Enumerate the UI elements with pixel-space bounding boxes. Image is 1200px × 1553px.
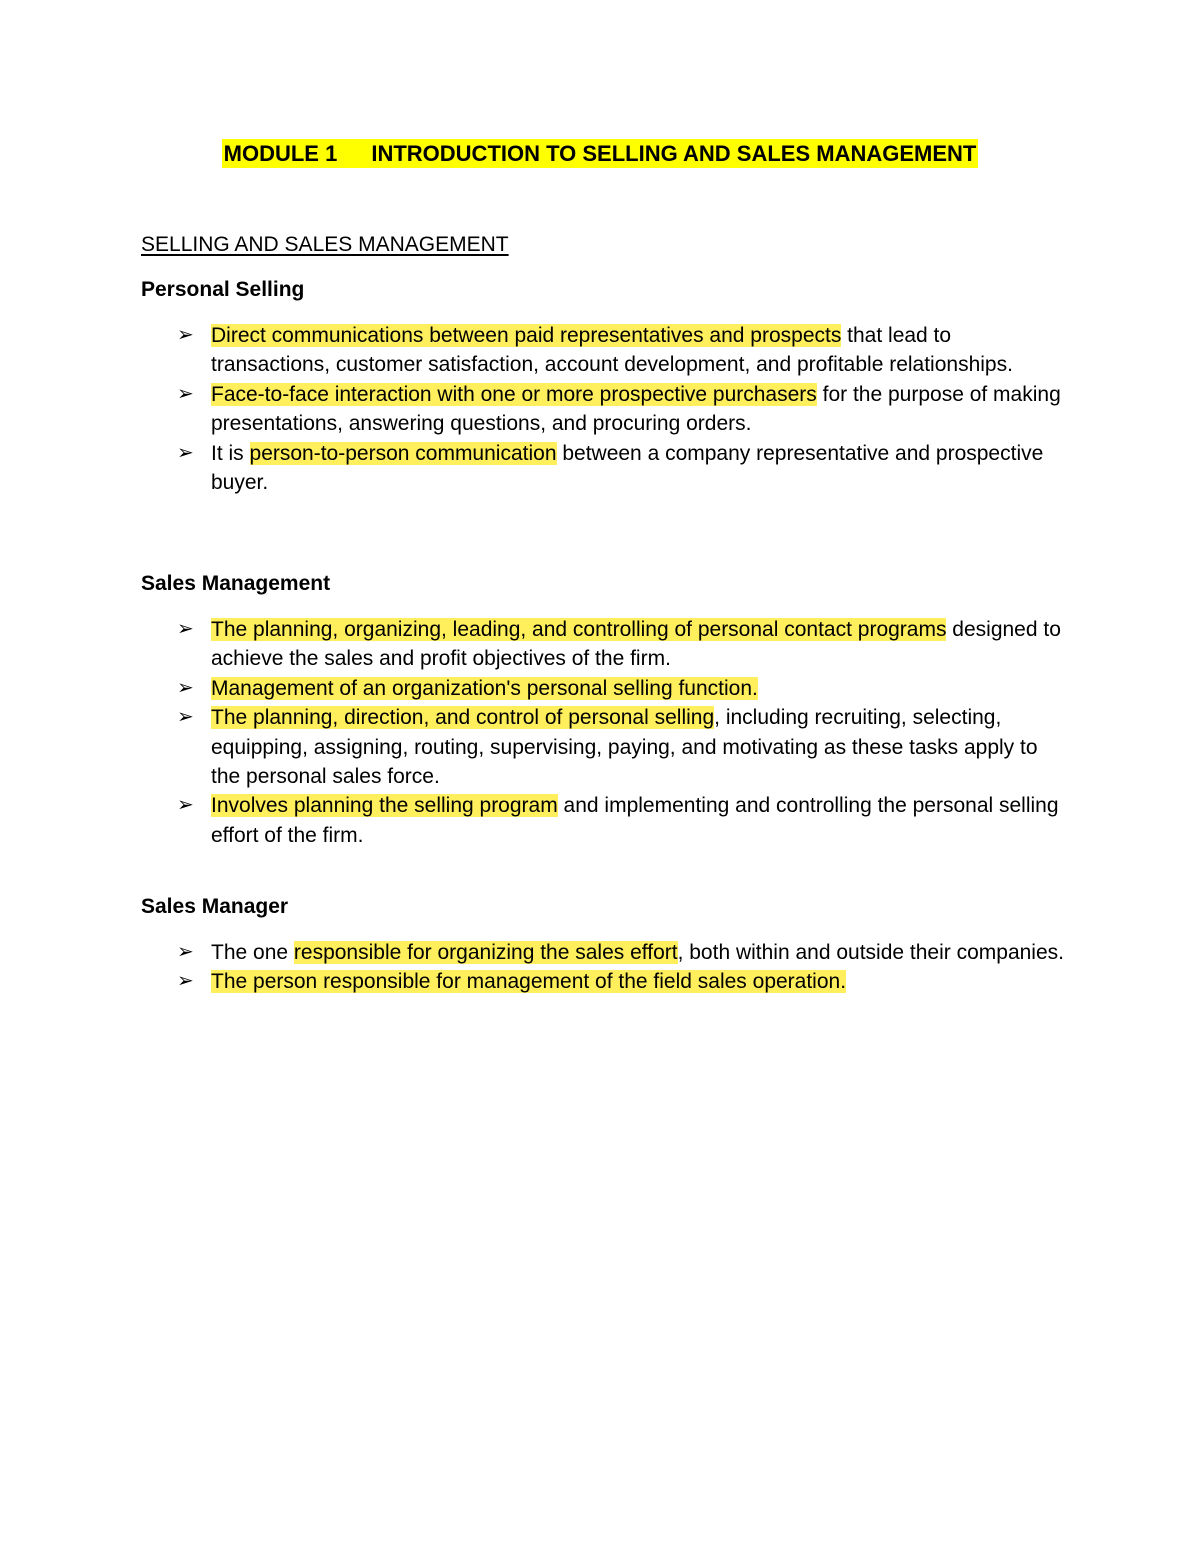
sales-manager-list xyxy=(0,938,1200,997)
list-item: ➢ Management of an organization's personal selling function. xyxy=(211,674,1071,703)
list-item: ➢ Involves planning the selling program and implementing and controlling the personal selling effort of the firm. xyxy=(211,791,1071,850)
list-item: ➢ It is person-to-person communication between a company representative and prospective buyer. xyxy=(211,439,1071,498)
arrow-bullet-icon: ➢ xyxy=(177,941,194,963)
arrow-bullet-icon: ➢ xyxy=(177,706,194,729)
heading-sales-management: Sales Management xyxy=(141,572,331,595)
section-subtitle: SELLING AND SALES MANAGEMENT xyxy=(141,233,509,256)
arrow-bullet-icon: ➢ xyxy=(177,618,194,640)
personal-selling-list xyxy=(0,321,1200,497)
arrow-bullet-icon: ➢ xyxy=(177,794,194,817)
sales-management-list xyxy=(0,615,1200,850)
arrow-bullet-icon: ➢ xyxy=(177,441,194,464)
list-item: ➢ Direct communications between paid representatives and prospects that lead to transactions, customer satisfaction, account development, and profitable relationships. xyxy=(211,321,1071,380)
list-item: ➢ The planning, direction, and control of personal selling, including recruiting, selecting, equipping, assigning, routing, supervising, paying, and motivating as these tasks apply to the personal sales force. xyxy=(211,703,1071,791)
module-title xyxy=(0,139,1200,169)
module-title-text: INTRODUCTION TO SELLING AND SALES MANAGEMENT xyxy=(371,141,977,166)
arrow-bullet-icon: ➢ xyxy=(177,970,194,993)
module-number: MODULE 1 xyxy=(223,141,338,166)
arrow-bullet-icon: ➢ xyxy=(177,382,194,405)
list-item: ➢ The one responsible for organizing the sales effort, both within and outside their companies. xyxy=(211,938,1071,967)
heading-personal-selling: Personal Selling xyxy=(141,278,305,301)
list-item: ➢ The person responsible for management of the field sales operation. xyxy=(211,967,1071,996)
arrow-bullet-icon: ➢ xyxy=(177,676,194,699)
list-item: ➢ The planning, organizing, leading, and controlling of personal contact programs designed to achieve the sales and profit objectives of the firm. xyxy=(211,615,1071,674)
list-item: ➢ Face-to-face interaction with one or more prospective purchasers for the purpose of making presentations, answering questions, and procuring orders. xyxy=(211,380,1071,439)
arrow-bullet-icon: ➢ xyxy=(177,324,194,346)
heading-sales-manager: Sales Manager xyxy=(141,895,289,918)
